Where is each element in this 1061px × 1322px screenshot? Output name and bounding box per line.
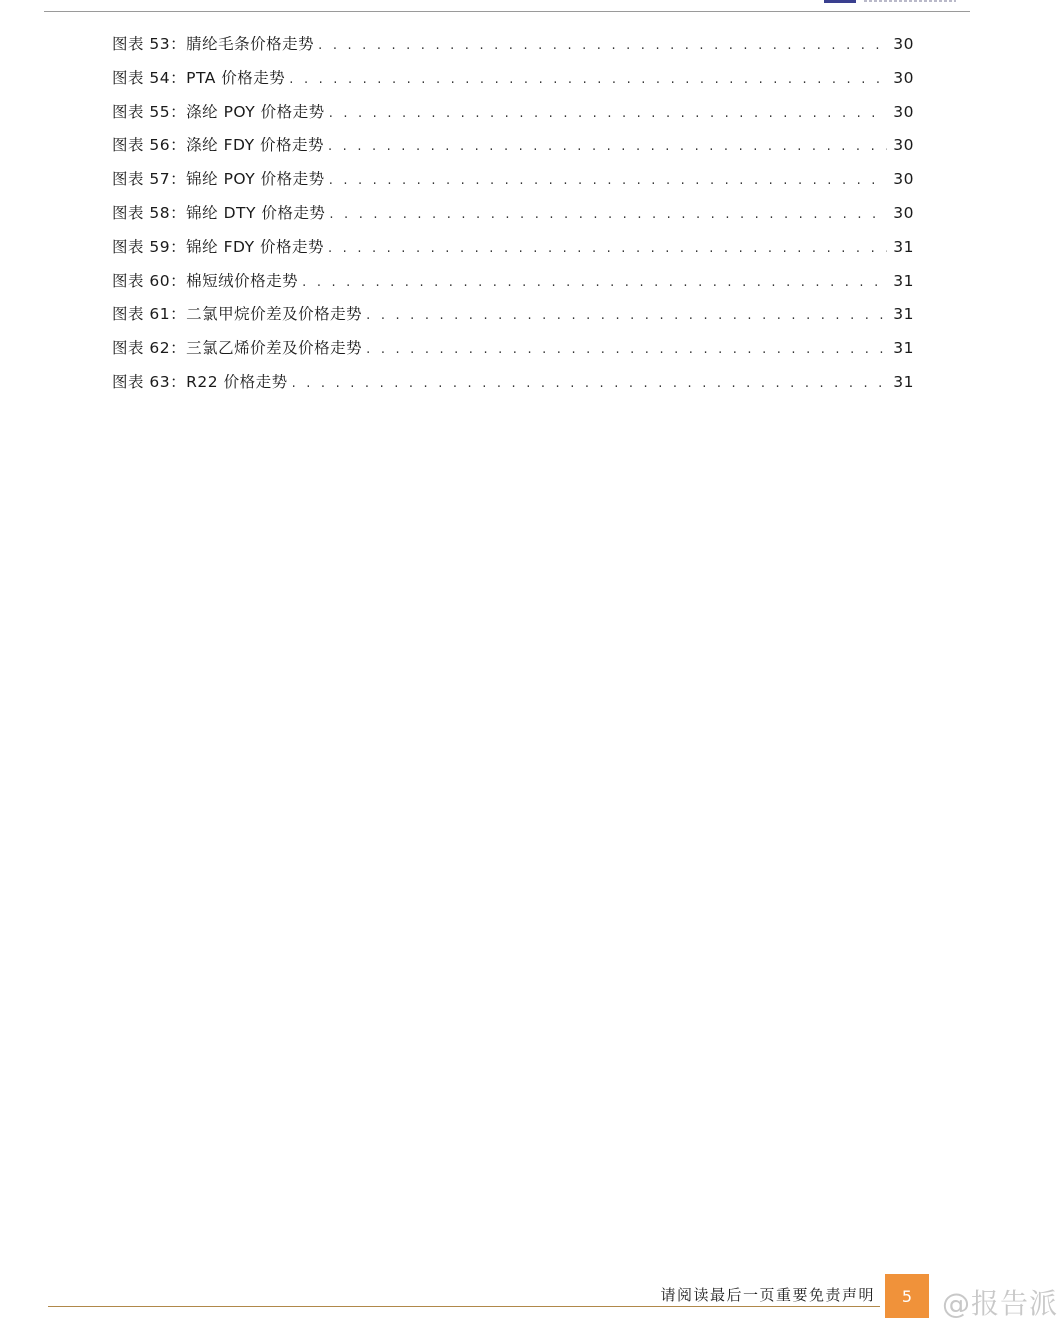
toc-item[interactable] [112,32,914,66]
toc-item[interactable] [112,336,914,370]
figure-toc-list [112,32,914,404]
toc-item-label: 图表 56：涤纶 FDY 价格走势 [112,136,324,155]
toc-item-page: 30 [893,170,914,189]
toc-item-label: 图表 62：三氯乙烯价差及价格走势 [112,339,363,358]
toc-item-page: 30 [893,136,914,155]
toc-item-label: 图表 57：锦纶 POY 价格走势 [112,170,325,189]
toc-item[interactable] [112,370,914,404]
toc-item-page: 31 [893,372,914,391]
toc-leader-dots [292,372,888,396]
toc-item-label: 图表 59：锦纶 FDY 价格走势 [112,237,324,256]
toc-item-page: 31 [893,305,914,324]
toc-item-page: 31 [893,339,914,358]
toc-item[interactable] [112,235,914,269]
toc-leader-dots [328,237,887,261]
toc-item-label: 图表 54：PTA 价格走势 [112,68,286,87]
toc-leader-dots [302,271,887,295]
toc-leader-dots [366,338,887,362]
toc-leader-dots [366,304,887,328]
toc-item[interactable] [112,201,914,235]
toc-leader-dots [289,68,887,92]
watermark: @报告派 [942,1287,1059,1320]
header-rule [44,11,970,12]
toc-leader-dots [318,34,887,58]
footer-rule [48,1306,880,1307]
toc-item-label: 图表 53：腈纶毛条价格走势 [112,35,315,53]
toc-item-page: 30 [893,102,914,121]
toc-item-label: 图表 55：涤纶 POY 价格走势 [112,102,325,121]
toc-item[interactable] [112,100,914,134]
toc-item-label: 图表 58：锦纶 DTY 价格走势 [112,203,326,222]
toc-item[interactable] [112,167,914,201]
toc-item-label: 图表 60：棉短绒价格走势 [112,271,299,290]
toc-item[interactable] [112,133,914,167]
toc-item[interactable] [112,302,914,336]
toc-leader-dots [329,203,887,227]
toc-item[interactable] [112,66,914,100]
toc-item-label: 图表 63：R22 价格走势 [112,372,288,391]
toc-item-page: 30 [893,68,914,87]
toc-item[interactable] [112,269,914,303]
toc-item-page: 30 [893,203,914,222]
company-logo [824,0,856,3]
toc-leader-dots [329,102,888,126]
page-number-badge [885,1274,929,1318]
toc-leader-dots [328,135,887,159]
company-logo-text [864,0,956,2]
toc-item-label: 图表 61：二氯甲烷价差及价格走势 [112,305,363,324]
toc-item-page: 30 [893,35,914,53]
toc-item-page: 31 [893,237,914,256]
toc-leader-dots [329,169,888,193]
disclaimer-notice: 请阅读最后一页重要免责声明 [660,1286,875,1304]
page-number: 5 [901,1286,913,1306]
toc-item-page: 31 [893,271,914,290]
